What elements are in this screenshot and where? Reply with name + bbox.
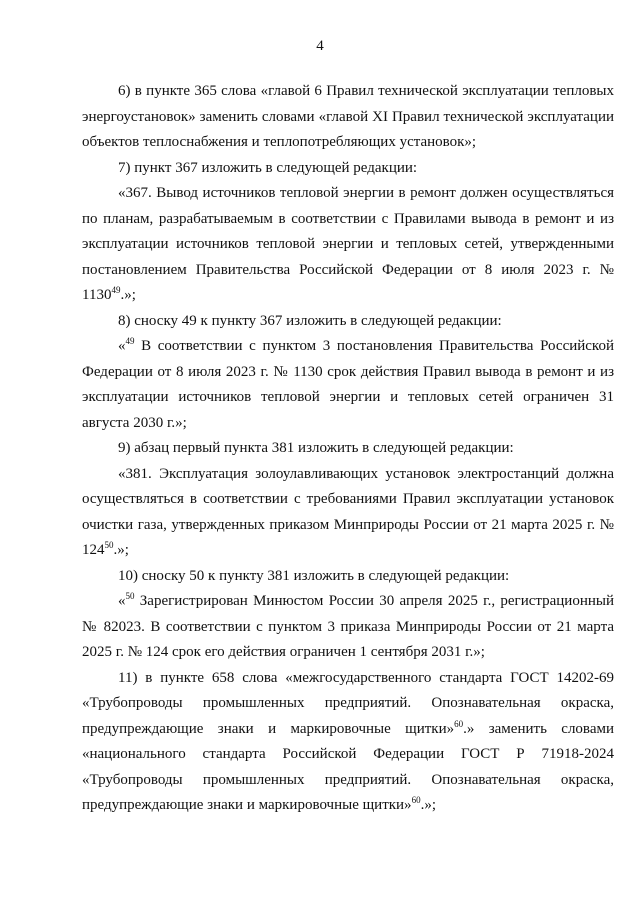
footnote-ref-60: 60 — [411, 795, 421, 805]
paragraph-text: 9) абзац первый пункта 381 изложить в следующей редакции: — [118, 440, 514, 456]
paragraph-footnote-49 — [82, 334, 614, 436]
paragraph-amendment-7 — [82, 156, 614, 182]
paragraph-text: .»; — [120, 287, 136, 303]
paragraph-text: .» заменить словами «национального стандарта Российской Федерации ГОСТ Р 71918-2024 «Трубопроводы промышленных предприятий. Опознавательная окраска, предупреждающие знаки и маркировочные щитки» — [82, 720, 614, 813]
paragraph-text: В соответствии с пунктом 3 постановления Правительства Российской Федерации от 8 июля 2023 г. № 1130 срок действия Правил вывода в ремонт и из эксплуатации источников тепловой энергии и тепловых сетей ограничен 31 августа 2030 г.»; — [82, 338, 614, 431]
paragraph-footnote-50 — [82, 589, 614, 666]
footnote-ref-60: 60 — [454, 718, 464, 729]
page-number: 4 — [316, 38, 324, 54]
footnote-ref-50: 50 — [125, 591, 135, 601]
paragraph-amendment-6 — [82, 79, 614, 156]
paragraph-text: .»; — [113, 542, 129, 558]
paragraph-text: .»; — [420, 797, 436, 813]
document-body — [82, 79, 614, 819]
footnote-ref-49: 49 — [111, 285, 121, 295]
paragraph-text: 7) пункт 367 изложить в следующей редакции: — [118, 159, 418, 176]
paragraph-point-381 — [82, 462, 614, 564]
paragraph-text: «367. Вывод источников тепловой энергии в ремонт должен осуществляться по планам, разрабатываемым в соответствии с Правилами вывода в ремонт и из эксплуатации источников тепловой энергии и тепловых сетей, утвержденными постановлением Правительства Российской Федерации от 8 июля 2023 г. № 1130 — [82, 185, 614, 303]
paragraph-amendment-10 — [82, 564, 614, 590]
paragraph-amendment-8 — [82, 309, 614, 335]
paragraph-text: « — [118, 593, 126, 609]
paragraph-amendment-9 — [82, 436, 614, 462]
paragraph-amendment-11 — [82, 666, 614, 819]
paragraph-text: 11) в пункте 658 слова «межгосударственного стандарта ГОСТ 14202-69 «Трубопроводы промышленных предприятий. Опознавательная окраска, предупреждающие знаки и маркировочные щитки» — [82, 669, 614, 737]
paragraph-text: 6) в пункте 365 слова «главой 6 Правил технической эксплуатации тепловых энергоустановок» заменить словами «главой XI Правил технической эксплуатации объектов теплоснабжения и теплопотребляющих установок»; — [82, 83, 614, 150]
footnote-ref-50: 50 — [104, 540, 114, 550]
paragraph-text: 8) сноску 49 к пункту 367 изложить в следующей редакции: — [118, 312, 502, 329]
paragraph-text: 10) сноску 50 к пункту 381 изложить в следующей редакции: — [118, 567, 510, 584]
paragraph-text: «381. Эксплуатация золоулавливающих установок электростанций должна осуществляться в соответствии с требованиями Правил эксплуатации установок очистки газа, утвержденных приказом Минприроды России от 21 марта 2025 г. № 124 — [82, 465, 614, 558]
paragraph-text: Зарегистрирован Минюстом России 30 апреля 2025 г., регистрационный № 82023. В соответствии с пунктом 3 приказа Минприроды России от 21 марта 2025 г. № 124 срок его действия ограничен 1 сентября 2031 г.»; — [82, 593, 614, 660]
paragraph-point-367 — [82, 181, 614, 309]
paragraph-text: « — [118, 338, 126, 354]
footnote-ref-49: 49 — [125, 336, 135, 346]
